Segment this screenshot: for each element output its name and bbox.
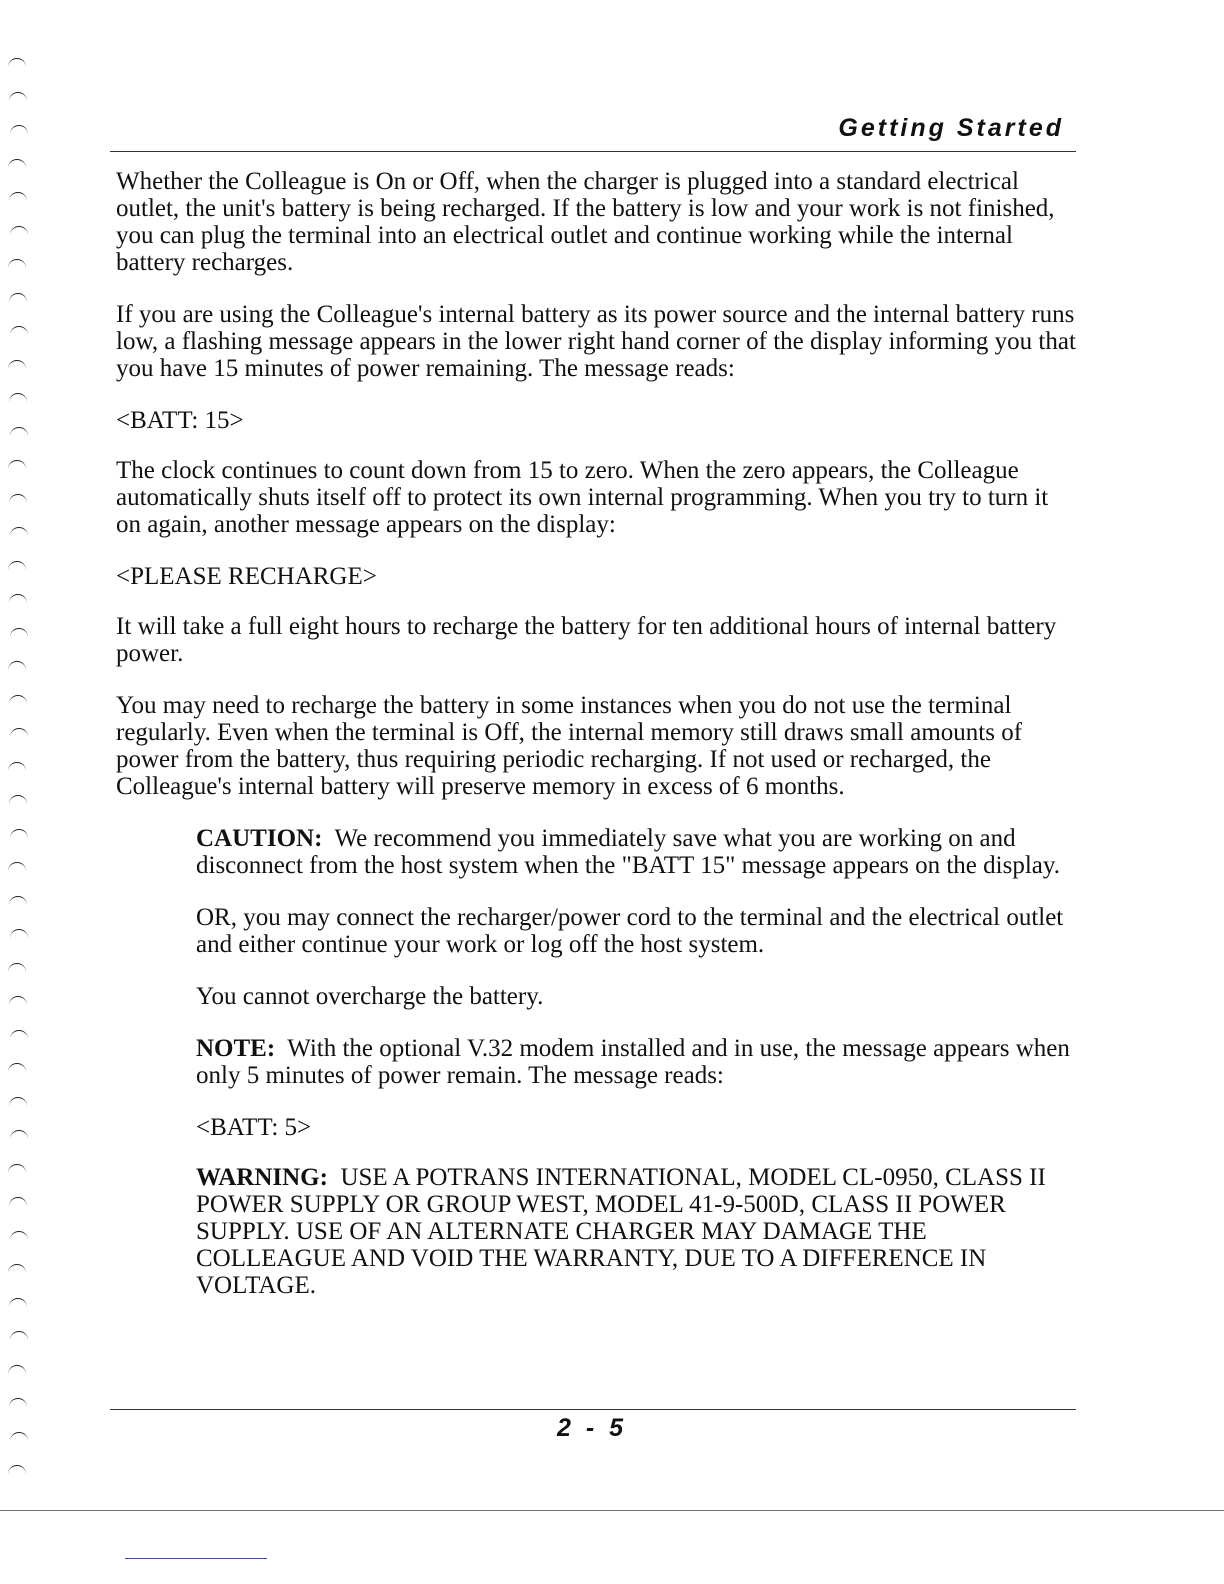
- paragraph-recharge-time: It will take a full eight hours to recharge the battery for ten additional hours of internal battery power.: [116, 613, 1057, 667]
- binder-hole-mark: [10, 1231, 28, 1242]
- footer-divider: [110, 1409, 1076, 1410]
- binder-hole-mark: [8, 1465, 26, 1476]
- binder-hole-mark: [9, 896, 27, 907]
- binder-hole-mark: [8, 862, 26, 873]
- warning-note: [196, 1164, 1078, 1299]
- binder-hole-marks: [2, 0, 42, 1584]
- binder-hole-mark: [9, 192, 27, 203]
- binder-hole-mark: [9, 795, 27, 806]
- binder-hole-mark: [10, 1030, 28, 1041]
- note: [196, 1035, 1078, 1089]
- page-edge-line: [0, 1510, 1224, 1511]
- binder-hole-mark: [9, 695, 27, 706]
- note-label: NOTE:: [196, 1035, 276, 1062]
- binder-hole-mark: [9, 393, 27, 404]
- binder-hole-mark: [8, 460, 26, 471]
- binder-hole-mark: [10, 326, 28, 337]
- section-title: Getting Started: [838, 114, 1064, 142]
- binder-hole-mark: [8, 1164, 26, 1175]
- binder-hole-mark: [9, 1398, 27, 1409]
- warning-text: USE A POTRANS INTERNATIONAL, MODEL CL-0950, CLASS II POWER SUPPLY OR GROUP WEST, MODEL 41-9-500D, CLASS II POWER SUPPLY. USE OF AN ALTERNATE CHARGER MAY DAMAGE THE COLLEAGUE AND VOID THE WARRANTY, DUE TO A DIFFERENCE IN VOLTAGE.: [196, 1164, 1046, 1299]
- binder-hole-mark: [9, 494, 27, 505]
- message-batt-15: <BATT: 15>: [116, 407, 244, 434]
- binder-hole-mark: [8, 963, 26, 974]
- binder-hole-mark: [8, 661, 26, 672]
- binder-hole-mark: [8, 1063, 26, 1074]
- binder-hole-mark: [8, 58, 26, 69]
- binder-hole-mark: [8, 561, 26, 572]
- binder-hole-mark: [9, 1097, 27, 1108]
- binder-hole-mark: [10, 1331, 28, 1342]
- caution-note: [196, 825, 1078, 879]
- binder-hole-mark: [10, 829, 28, 840]
- paragraph-low-battery: If you are using the Colleague's internal battery as its power source and the internal battery runs low, a flashing message appears in the lower right hand corner of the display informing you that you have 15 minutes of power remaining. The message reads:: [116, 301, 1076, 382]
- binder-hole-mark: [10, 929, 28, 940]
- page-number: 2 - 5: [556, 1414, 628, 1442]
- paragraph-overcharge: You cannot overcharge the battery.: [196, 983, 544, 1010]
- paragraph-countdown: The clock continues to count down from 15 to zero. When the zero appears, the Colleague automatically shuts itself off to protect its own internal programming. When you try to turn it on again, another message appears on the display:: [116, 457, 1049, 538]
- binder-hole-mark: [10, 728, 28, 739]
- binder-hole-mark: [10, 1130, 28, 1141]
- binder-hole-mark: [10, 628, 28, 639]
- binder-hole-mark: [10, 125, 28, 136]
- binder-hole-mark: [9, 594, 27, 605]
- binder-hole-mark: [8, 1264, 26, 1275]
- message-please-recharge: <PLEASE RECHARGE>: [116, 563, 377, 590]
- binder-hole-mark: [9, 1298, 27, 1309]
- note-text: With the optional V.32 modem installed and in use, the message appears when only 5 minutes of power remain. The message reads:: [196, 1035, 1070, 1089]
- binder-hole-mark: [9, 293, 27, 304]
- paragraph-charging: Whether the Colleague is On or Off, when the charger is plugged into a standard electrical outlet, the unit's battery is being recharged. If the battery is low and your work is not finished, you can plug the terminal into an electrical outlet and continue working while the internal battery recharges.: [116, 168, 1055, 276]
- caution-text: We recommend you immediately save what you are working on and disconnect from the host system when the "BATT 15" message appears on the display.: [196, 825, 1060, 879]
- binder-hole-mark: [8, 159, 26, 170]
- warning-label: WARNING:: [196, 1164, 328, 1191]
- binder-hole-mark: [8, 360, 26, 371]
- body-text: [116, 168, 1078, 1324]
- binder-hole-mark: [9, 92, 27, 103]
- binder-hole-mark: [9, 996, 27, 1007]
- binder-hole-mark: [8, 762, 26, 773]
- binder-hole-mark: [8, 1365, 26, 1376]
- message-batt-5: <BATT: 5>: [196, 1114, 312, 1141]
- caution-label: CAUTION:: [196, 825, 323, 852]
- binder-hole-mark: [10, 226, 28, 237]
- binder-hole-mark: [8, 259, 26, 270]
- binder-hole-mark: [9, 1197, 27, 1208]
- binder-hole-mark: [10, 427, 28, 438]
- paragraph-alternative: OR, you may connect the recharger/power cord to the terminal and the electrical outlet and either continue your work or log off the host system.: [196, 904, 1064, 958]
- paragraph-periodic-recharge: You may need to recharge the battery in some instances when you do not use the terminal regularly. Even when the terminal is Off, the internal memory still draws small amounts of power from the battery, thus requiring periodic recharging. If not used or recharged, the Colleague's internal battery will preserve memory in excess of 6 months.: [116, 692, 1023, 800]
- header-divider: [110, 151, 1076, 152]
- binder-hole-mark: [10, 527, 28, 538]
- blue-underline-mark: [125, 1558, 267, 1559]
